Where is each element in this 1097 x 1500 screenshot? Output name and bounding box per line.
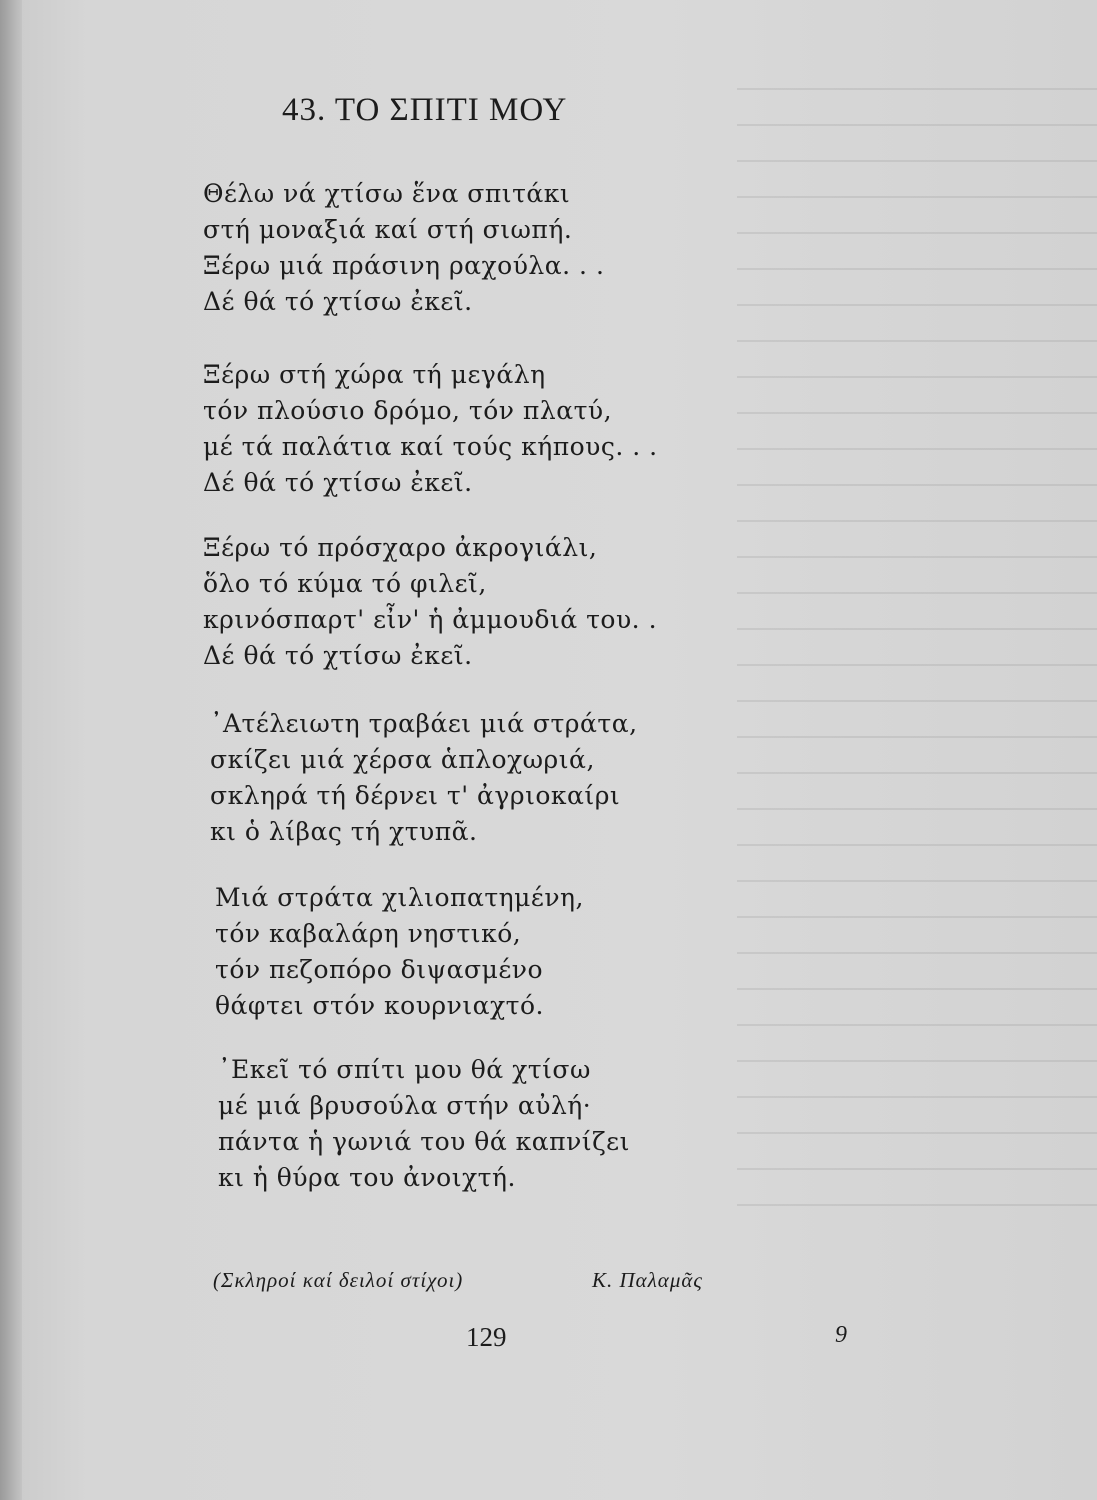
poem-line: Δέ θά τό χτίσω ἐκεῖ.: [203, 468, 473, 497]
poem-line: μέ τά παλάτια καί τούς κήπους. . .: [203, 432, 658, 461]
poem-line: στή μοναξιά καί στή σιωπή.: [203, 215, 573, 244]
poem-line: Θέλω νά χτίσω ἕνα σπιτάκι: [203, 179, 571, 208]
poem-line: τόν πεζοπόρο διψασμένο: [215, 955, 544, 984]
poem-line: κι ἡ θύρα του ἀνοιχτή.: [218, 1163, 516, 1192]
stanza-3: [203, 530, 657, 674]
poem-line: μέ μιά βρυσούλα στήν αὐλή·: [218, 1091, 592, 1120]
poem-line: σκληρά τή δέρνει τ' ἀγριοκαίρι: [210, 781, 621, 810]
signature-mark: 9: [835, 1322, 847, 1348]
poem-line: Μιά στράτα χιλιοπατημένη,: [215, 883, 584, 912]
poem-line: κι ὁ λίβας τή χτυπᾶ.: [210, 817, 478, 846]
stanza-2: [203, 357, 658, 501]
stanza-5: [215, 880, 584, 1024]
poem-line: τόν πλούσιο δρόμο, τόν πλατύ,: [203, 396, 613, 425]
page-number: 129: [466, 1322, 507, 1352]
poem-line: τόν καβαλάρη νηστικό,: [215, 919, 522, 948]
poem-line: Δέ θά τό χτίσω ἐκεῖ.: [203, 287, 473, 316]
stanza-4: [210, 706, 638, 850]
poem-line: σκίζει μιά χέρσα ἁπλοχωριά,: [210, 745, 595, 774]
poem-line: ᾿Εκεῖ τό σπίτι μου θά χτίσω: [218, 1055, 591, 1084]
stanza-1: [203, 176, 604, 320]
poem-line: Ξέρω τό πρόσχαρο ἀκρογιάλι,: [203, 533, 598, 562]
poem-author: Κ. Παλαμᾶς: [592, 1268, 703, 1292]
poem-line: ὅλο τό κύμα τό φιλεῖ,: [203, 569, 487, 598]
show-through-texture: [737, 60, 1097, 1240]
poem-line: Ξέρω μιά πράσινη ραχούλα. . .: [203, 251, 605, 280]
poem-line: κρινόσπαρτ' εἶν' ἡ ἀμμουδιά του. .: [203, 605, 658, 634]
stanza-6: [218, 1052, 630, 1196]
poem-line: θάφτει στόν κουρνιαχτό.: [215, 991, 544, 1020]
poem-line: ᾿Ατέλειωτη τραβάει μιά στράτα,: [210, 709, 638, 738]
poem-line: πάντα ἡ γωνιά του θά καπνίζει: [218, 1127, 630, 1156]
poem-line: Ξέρω στή χώρα τή μεγάλη: [203, 360, 546, 389]
poem-title: 43. ΤΟ ΣΠΙΤΙ ΜΟΥ: [282, 92, 568, 128]
poem-line: Δέ θά τό χτίσω ἐκεῖ.: [203, 641, 473, 670]
poem-source: (Σκληροί καί δειλοί στίχοι): [213, 1268, 464, 1292]
page-spine-shadow: [0, 0, 22, 1500]
